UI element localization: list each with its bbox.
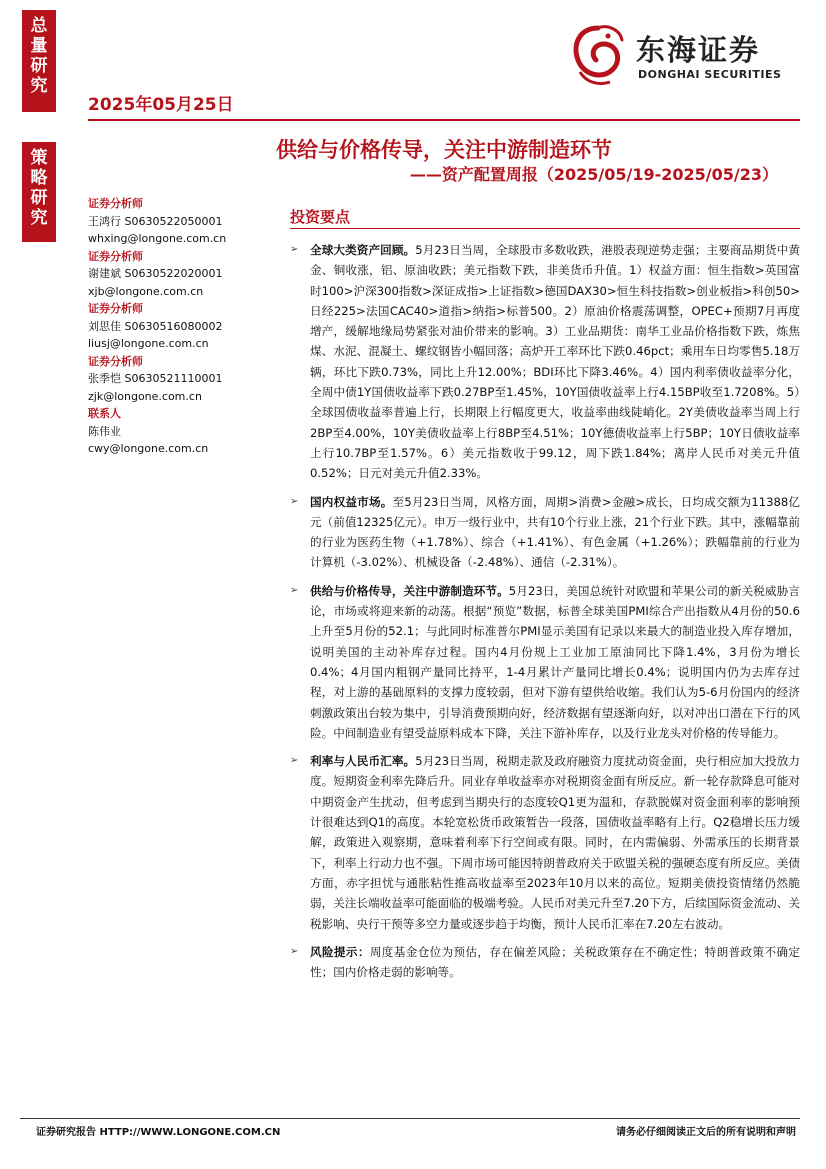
analyst-email[interactable]: xjb@longone.com.cn <box>88 284 204 298</box>
section-divider <box>290 228 800 229</box>
key-point-paragraph <box>290 581 800 743</box>
analyst-label: 证券分析师 <box>88 197 143 210</box>
key-point-text: 5月23日当周，税期走款及政府融资力度扰动资金面，央行相应加大投放力度。短期资金利率先降后升。同业存单收益率亦对税期资金面有所反应。新一轮存款降息可能对中期资金产生扰动，但考虑到当期央行的态度较Q1更为温和，存款脱媒对资金面利率的影响预计很难达到Q1的高度。本轮宽松货币政策暂告一段落，国债收益率略有上行。Q2稳增长压力缓解，政策进入观察期，意味着利率下行空间或有限。同时，在内需偏弱、外需承压的长期背景下，利率上行动力也不强。下周市场可能因特朗普政府关于欧盟关税的强硬态度有所反应。美债方面，赤字担忧与通胀粘性推高收益率至2023年10月以来的高位。短期美债投资情绪仍然脆弱，关注长端收益率可能面临的极端考验。人民币对美元升至7.20下方，后续国际资金流动、关税影响、央行干预等多空力量或逐步趋于均衡，预计人民币汇率在7.20左右波动。 <box>310 754 800 931</box>
key-point-paragraph <box>290 942 800 983</box>
key-point-paragraph <box>290 240 800 484</box>
contact-name: 陈伟业 <box>88 424 121 438</box>
analyst-name: 刘思佳 S0630516080002 <box>88 319 223 333</box>
analyst-entry <box>88 354 278 407</box>
dragon-emblem-icon <box>568 22 628 88</box>
section-tag-strategy: 策 略 研 究 <box>22 142 56 242</box>
analyst-name: 张季恺 S0630521110001 <box>88 372 223 385</box>
analyst-entry <box>88 249 278 302</box>
arrow-bullet-icon: ➢ <box>290 755 299 767</box>
key-point-text: 5月23日当周，全球股市多数收跌，港股表现逆势走强；主要商品期货中黄金、铜收涨，铝、原油收跌；美元指数下跌，非美货币升值。1）权益方面：恒生指数>英国富时100>沪深300指数>深证成指>上证指数>德国DAX30>恒生科技指数>创业板指>科创50>日经225>法国CAC40>道指>纳指>标普500。2）原油价格震荡调整，OPEC+预期7月再度增产，缓解地缘局势紧张对油价带来的影响。3）工业品期货：南华工业品价格指数下跌，炼焦煤、水泥、混凝土、螺纹钢皆小幅回落；高炉开工率环比下跌0.46pct；乘用车日均零售5.18万辆，环比下跌0.73%，同比上升12.00%；BDI环比下降3.46%。4）国内利率债收益率分化，全周中债1Y国债收益率下跌0.27BP至1.45%，10Y国债收益率上行4.15BP收至1.7208%。5）全球国债收益率普遍上行，长期限上行幅度更大，收益率曲线陡峭化。2Y美债收益率当周上行2BP至4.00%，10Y美债收益率上行8BP至4.51%；10Y德债收益率上行5BP；10Y日债收益率上行10.7BP至1.57%。6）美元指数收于99.12，周下跌1.84%；离岸人民币对美元升值0.52%；日元对美元升值2.33%。 <box>310 243 800 481</box>
logo-chinese-name: 东海证券 <box>636 33 761 67</box>
analyst-name: 谢建斌 S0630522020001 <box>88 267 223 280</box>
key-point-paragraph <box>290 751 800 934</box>
analyst-email[interactable]: liusj@longone.com.cn <box>88 337 209 350</box>
analyst-label: 证券分析师 <box>88 302 143 315</box>
contact-email[interactable]: cwy@longone.com.cn <box>88 442 209 455</box>
analyst-email[interactable]: whxing@longone.com.cn <box>88 232 227 245</box>
key-point-lead: 利率与人民币汇率。 <box>310 754 416 769</box>
key-point-lead: 国内权益市场。 <box>310 494 393 509</box>
analyst-label: 证券分析师 <box>88 354 143 368</box>
key-point-text: 5月23日，美国总统针对欧盟和苹果公司的新关税威胁言论，市场或将迎来新的动荡。根据“预览”数据，标普全球美国PMI综合产出指数从4月份的50.6上升至5月份的52.1；与此同时标准普尔PMI显示美国有记录以来最大的制造业投入库存增加，说明美国的主动补库存过程。国内4月份规上工业加工原油同比下降1.4%，3月份为增长0.4%；4月国内粗钢产量同比持平，1-4月累计产量同比增长0.4%；说明国内仍为去库存过程，对上游的基础原料的支撑力度较弱，但对下游有望供给收缩。我们认为5-6月份国内的经济刺激政策出台较为集中，引导消费预期向好，经济数据有望逐渐向好，以对冲出口潜在下行的风险。中间制造业有望受益原料成本下降，关注下游补库存，以及行业龙头对价格的传导能力。 <box>310 583 800 740</box>
contact-label: 联系人 <box>88 407 121 420</box>
contact-entry <box>88 406 278 459</box>
analyst-entry <box>88 301 278 354</box>
arrow-bullet-icon: ➢ <box>290 244 299 255</box>
footer-divider <box>20 1118 800 1119</box>
header-divider <box>88 119 800 121</box>
analyst-entry <box>88 196 278 249</box>
key-point-lead: 风险提示： <box>310 944 370 959</box>
footer-left[interactable]: 证券研究报告 HTTP://WWW.LONGONE.COM.CN <box>36 1127 281 1138</box>
key-point-lead: 全球大类资产回顾。 <box>310 243 416 257</box>
section-heading: 投资要点 <box>290 208 351 226</box>
arrow-bullet-icon: ➢ <box>290 945 299 957</box>
analyst-list <box>88 196 278 459</box>
key-point-text: 至5月23日当周，风格方面，周期>消费>金融>成长，日均成交额为11388亿元（前值12325亿元）。申万一级行业中，共有10个行业上涨，21个行业下跌。其中，涨幅靠前的行业为医药生物（+1.78%）、综合（+1.41%）、有色金属（+1.26%）；跌幅靠前的行业为计算机（-3.02%）、机械设备（-2.48%）、通信（-2.31%）。 <box>310 494 800 570</box>
section-tag-macro: 总 量 研 究 <box>22 10 56 112</box>
key-point-text: 周度基金仓位为预估，存在偏差风险；关税政策存在不确定性；特朗普政策不确定性；国内价格走弱的影响等。 <box>310 944 800 980</box>
arrow-bullet-icon: ➢ <box>290 584 299 596</box>
analyst-name: 王鸿行 S0630522050001 <box>88 214 223 228</box>
company-logo <box>568 22 798 92</box>
report-date: 2025年05月25日 <box>88 95 234 115</box>
key-points <box>290 240 800 990</box>
footer-disclaimer: 请务必仔细阅读正文后的所有说明和声明 <box>616 1127 796 1138</box>
report-title: 供给与价格传导，关注中游制造环节 <box>276 138 612 162</box>
analyst-label: 证券分析师 <box>88 249 143 263</box>
analyst-email[interactable]: zjk@longone.com.cn <box>88 389 202 403</box>
report-subtitle: ——资产配置周报（2025/05/19-2025/05/23） <box>409 165 778 184</box>
arrow-bullet-icon: ➢ <box>290 495 299 507</box>
key-point-paragraph <box>290 492 800 573</box>
key-point-lead: 供给与价格传导，关注中游制造环节。 <box>310 583 509 598</box>
logo-english-name: DONGHAI SECURITIES <box>638 68 782 81</box>
